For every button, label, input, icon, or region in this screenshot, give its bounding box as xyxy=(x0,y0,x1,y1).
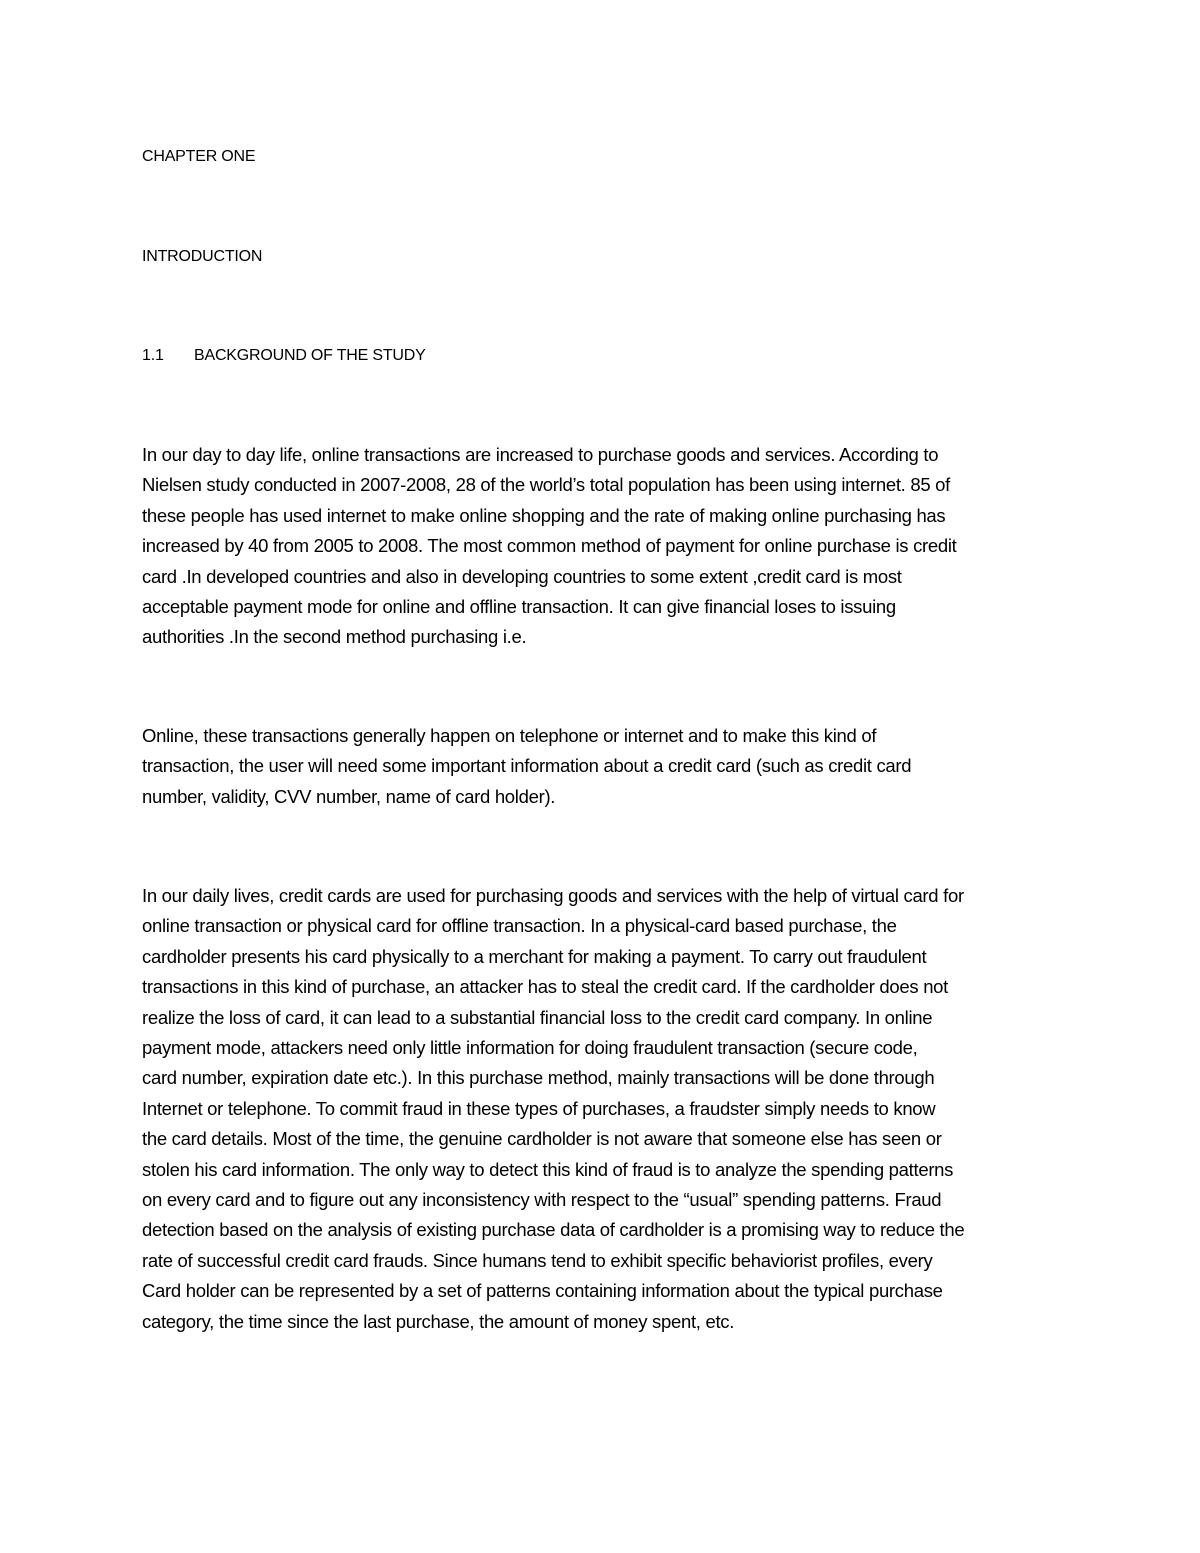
section-heading xyxy=(142,346,426,366)
paragraph-line: detection based on the analysis of existing purchase data of cardholder is a promising way to reduce the xyxy=(142,1219,965,1241)
paragraph-line: these people has used internet to make online shopping and the rate of making online purchasing has xyxy=(142,504,946,526)
chapter-heading: CHAPTER ONE xyxy=(142,148,256,165)
paragraph-3 xyxy=(142,881,1062,1337)
paragraph-line: payment mode, attackers need only little information for doing fraudulent transaction (secure code, xyxy=(142,1037,918,1059)
paragraph-line: cardholder presents his card physically to a merchant for making a payment. To carry out fraudulent xyxy=(142,945,927,967)
paragraph-line: Internet or telephone. To commit fraud in these types of purchases, a fraudster simply needs to know xyxy=(142,1097,936,1119)
paragraph-line: authorities .In the second method purchasing i.e. xyxy=(142,626,527,648)
paragraph-line: increased by 40 from 2005 to 2008. The most common method of payment for online purchase is credit xyxy=(142,535,957,557)
paragraph-line: stolen his card information. The only way to detect this kind of fraud is to analyze the spending patterns xyxy=(142,1158,954,1180)
paragraph-line: transaction, the user will need some important information about a credit card (such as credit card xyxy=(142,755,912,777)
paragraph-line: transactions in this kind of purchase, an attacker has to steal the credit card. If the cardholder does not xyxy=(142,976,949,998)
paragraph-line: number, validity, CVV number, name of card holder). xyxy=(142,785,556,807)
paragraph-line: category, the time since the last purchase, the amount of money spent, etc. xyxy=(142,1310,735,1332)
paragraph-line: card number, expiration date etc.). In this purchase method, mainly transactions will be done through xyxy=(142,1067,935,1089)
paragraph-line: realize the loss of card, it can lead to a substantial financial loss to the credit card company. In online xyxy=(142,1006,933,1028)
paragraph-line: online transaction or physical card for offline transaction. In a physical-card based purchase, the xyxy=(142,915,897,937)
paragraph-line: on every card and to figure out any inconsistency with respect to the “usual” spending patterns. Fraud xyxy=(142,1189,942,1211)
paragraph-line: rate of successful credit card frauds. Since humans tend to exhibit specific behaviorist profiles, every xyxy=(142,1249,933,1271)
paragraph-line: acceptable payment mode for online and offline transaction. It can give financial loses to issuing xyxy=(142,596,896,618)
paragraph-1 xyxy=(142,440,1062,653)
introduction-heading: INTRODUCTION xyxy=(142,248,263,265)
paragraph-line: the card details. Most of the time, the genuine cardholder is not aware that someone else has seen or xyxy=(142,1128,942,1150)
section-title: BACKGROUND OF THE STUDY xyxy=(194,347,426,364)
paragraph-line: Card holder can be represented by a set of patterns containing information about the typical purchase xyxy=(142,1280,943,1302)
paragraph-line: card .In developed countries and also in developing countries to some extent ,credit card is most xyxy=(142,565,902,587)
paragraph-line: In our day to day life, online transactions are increased to purchase goods and services. According to xyxy=(142,444,939,465)
paragraph-line: Online, these transactions generally happen on telephone or internet and to make this kind of xyxy=(142,725,877,746)
paragraph-line: In our daily lives, credit cards are used for purchasing goods and services with the help of virtual card for xyxy=(142,885,964,906)
section-number: 1.1 xyxy=(142,347,164,364)
paragraph-line: Nielsen study conducted in 2007-2008, 28 of the world’s total population has been using internet. 85 of xyxy=(142,474,951,496)
paragraph-2 xyxy=(142,721,1062,812)
